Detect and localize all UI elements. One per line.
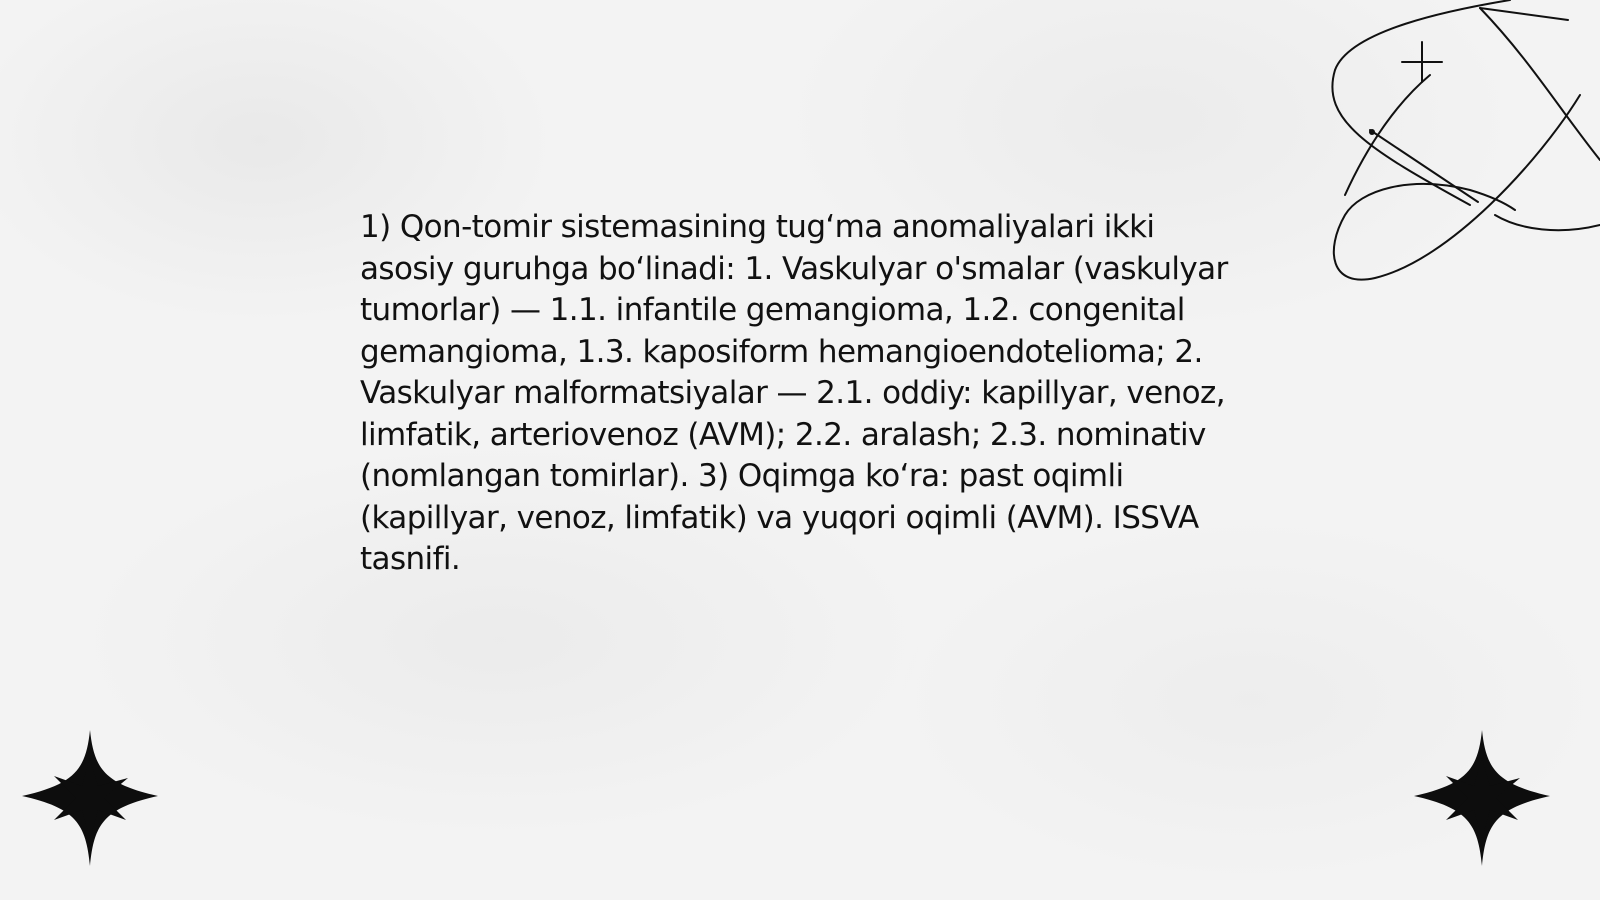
four-point-star-icon xyxy=(20,728,160,868)
four-point-star-icon xyxy=(1412,728,1552,868)
slide-body-text: 1) Qon-tomir sistemasining tug‘ma anomaliyalari ikki asosiy guruhga bo‘linadi: 1. Vaskulyar o'smalar (vaskulyar tumorlar) — 1.1. infantile gemangioma, 1.2. congenital gemangioma, 1.3. kaposiform hemangioendotelioma; 2. Vaskulyar malformatsiyalar — 2.1. oddiy: kapillyar, venoz, limfatik, arteriovenoz (AVM); 2.2. aralash; 2.3. nominativ (nomlangan tomirlar). 3) Oqimga ko‘ra: past oqimli (kapillyar, venoz, limfatik) va yuqori oqimli (AVM). ISSVA tasnifi. xyxy=(360,209,1228,577)
orbit-lines-sparkle-icon xyxy=(1330,0,1600,290)
